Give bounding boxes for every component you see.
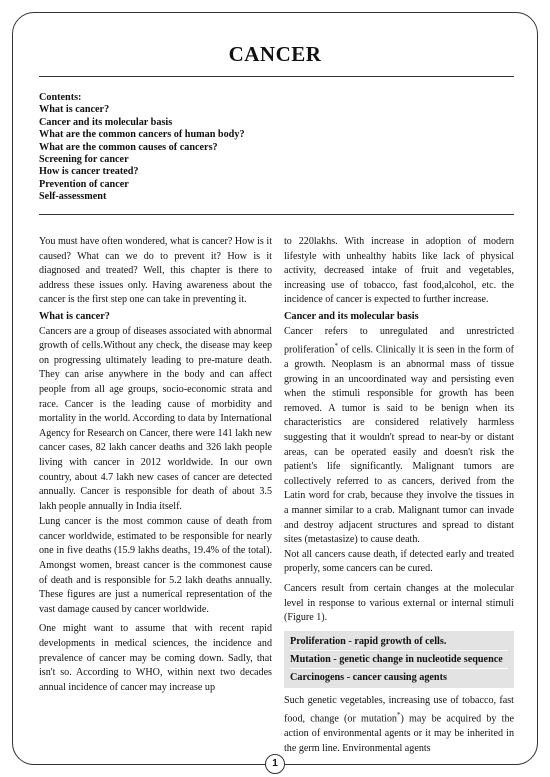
heading-what-is-cancer: What is cancer? <box>39 310 110 322</box>
mutation-text-a: Such genetic vegetables, increasing use of tobacco, fast food, change (or mutation <box>284 694 514 725</box>
contents-item: Screening for cancer <box>39 154 129 166</box>
left-column <box>39 235 272 695</box>
molecular-changes-paragraph: Cancers result from certain changes at the molecular level in response to various external or internal stimuli (Figure 1). <box>284 583 514 624</box>
contents-item: Cancer and its molecular basis <box>39 116 173 128</box>
definition-item: Mutation - genetic change in nucleotide sequence <box>290 651 508 669</box>
definition-item: Proliferation - rapid growth of cells. <box>290 633 508 651</box>
definition-item: Carcinogens - cancer causing agents <box>290 671 447 683</box>
contents-rule <box>39 214 514 215</box>
contents-item: What are the common causes of cancers? <box>39 141 218 153</box>
contents-item: Prevention of cancer <box>39 178 129 190</box>
contents-item: Self-assessment <box>39 191 107 203</box>
what-is-cancer-paragraph: Cancers are a group of diseases associated with abnormal growth of cells.Without any check, the disease may keep on progressing ultimately leading to pre-mature death. They can arise anywhere in the body and can affect people from all age groups, socio-economic strata and race. Cancer is the leading cause of morbidity and mortality in the world. According to data by International Agency for Research on Cancer, there were 141 lakh new cancer cases, 82 lakh cancer deaths and 326 lakh people living with cancer in 2012 worldwide. In our own country, about 4.7 lakh new cases of cancer are detected annually. Cancer is responsible for death of about 3.5 lakh people annually in India itself. <box>39 325 272 512</box>
not-all-cancers-paragraph: Not all cancers cause death, if detected early and treated properly, some cancers can be cured. <box>284 548 514 575</box>
footnote-marker: * <box>334 342 338 351</box>
page-number: 1 <box>265 754 285 774</box>
contents-item: How is cancer treated? <box>39 166 139 178</box>
molecular-text-a: Cancer refers to unregulated and unrestricted proliferation <box>284 325 514 356</box>
page-title: CANCER <box>228 42 322 66</box>
mutation-paragraph <box>284 694 514 757</box>
right-column <box>284 235 514 757</box>
definitions-box <box>284 631 514 688</box>
heading-molecular-basis: Cancer and its molecular basis <box>284 310 419 322</box>
incidence-paragraph: One might want to assume that with recent rapid developments in medical sciences, the incidence and prevalence of cancer may be coming down. Sadly, that isn't so. According to WHO, within next two decades annual incidence of cancer may increase up <box>39 623 272 693</box>
contents-item: What is cancer? <box>39 104 110 116</box>
footnote-marker: * <box>396 711 401 720</box>
contents-item: What are the common cancers of human body? <box>39 129 245 141</box>
molecular-basis-paragraph <box>284 325 514 548</box>
lung-cancer-paragraph: Lung cancer is the most common cause of death from cancer worldwide, estimated to be responsible for nearly one in five deaths (15.9 lakhs deaths, 19.4% of the total). Amongst women, breast cancer is the commonest cause of death and is responsible for 5.2 lakh deaths annually. These figures are just a numerical representation of the vast damage caused by cancer worldwide. <box>39 516 272 615</box>
molecular-text-b: of cells. Clinically it is seen in the form of a growth. Neoplasm is an abnormal mass of tissue growing in an uncoordinated way and persisting even when the stimuli responsible for growth has been removed. A tumor is said to be benign when its characteristics are considered relatively harmless suggesting that it wouldn't spread to near-by or distant areas, can be operated easily and doesn't risk the patient's life significantly. Malignant tumors are collectively referred to as cancers, derived from the Latin word for crab, because they involve the tissues in a manner similar to a crab. Malignant tumor can invade and destroy adjacent structures and spread to distant sites (metastasize) to cause death. <box>284 344 514 546</box>
contents-box <box>39 92 245 204</box>
contents-heading: Contents: <box>39 92 82 103</box>
mutation-text-b: ) may be acquired by the action of environmental agents or it may be inherited in the germ line. Environmental agents <box>284 713 514 754</box>
title-rule <box>39 76 514 77</box>
intro-paragraph: You must have often wondered, what is cancer? How is it caused? What can we do to prevent it? How is it diagnosed and treated? Well, this chapter is there to address these issues only. Having awareness about the cancer is the first step one can take in preventing it. <box>39 236 272 306</box>
continuation-paragraph: to 220lakhs. With increase in adoption of modern lifestyle with unhealthy habits like lack of physical activity, decreased intake of fruit and vegetables, increasing use of tobacco, fast food,alcohol, etc. the incidence of cancer is expected to further increase. <box>284 236 514 306</box>
